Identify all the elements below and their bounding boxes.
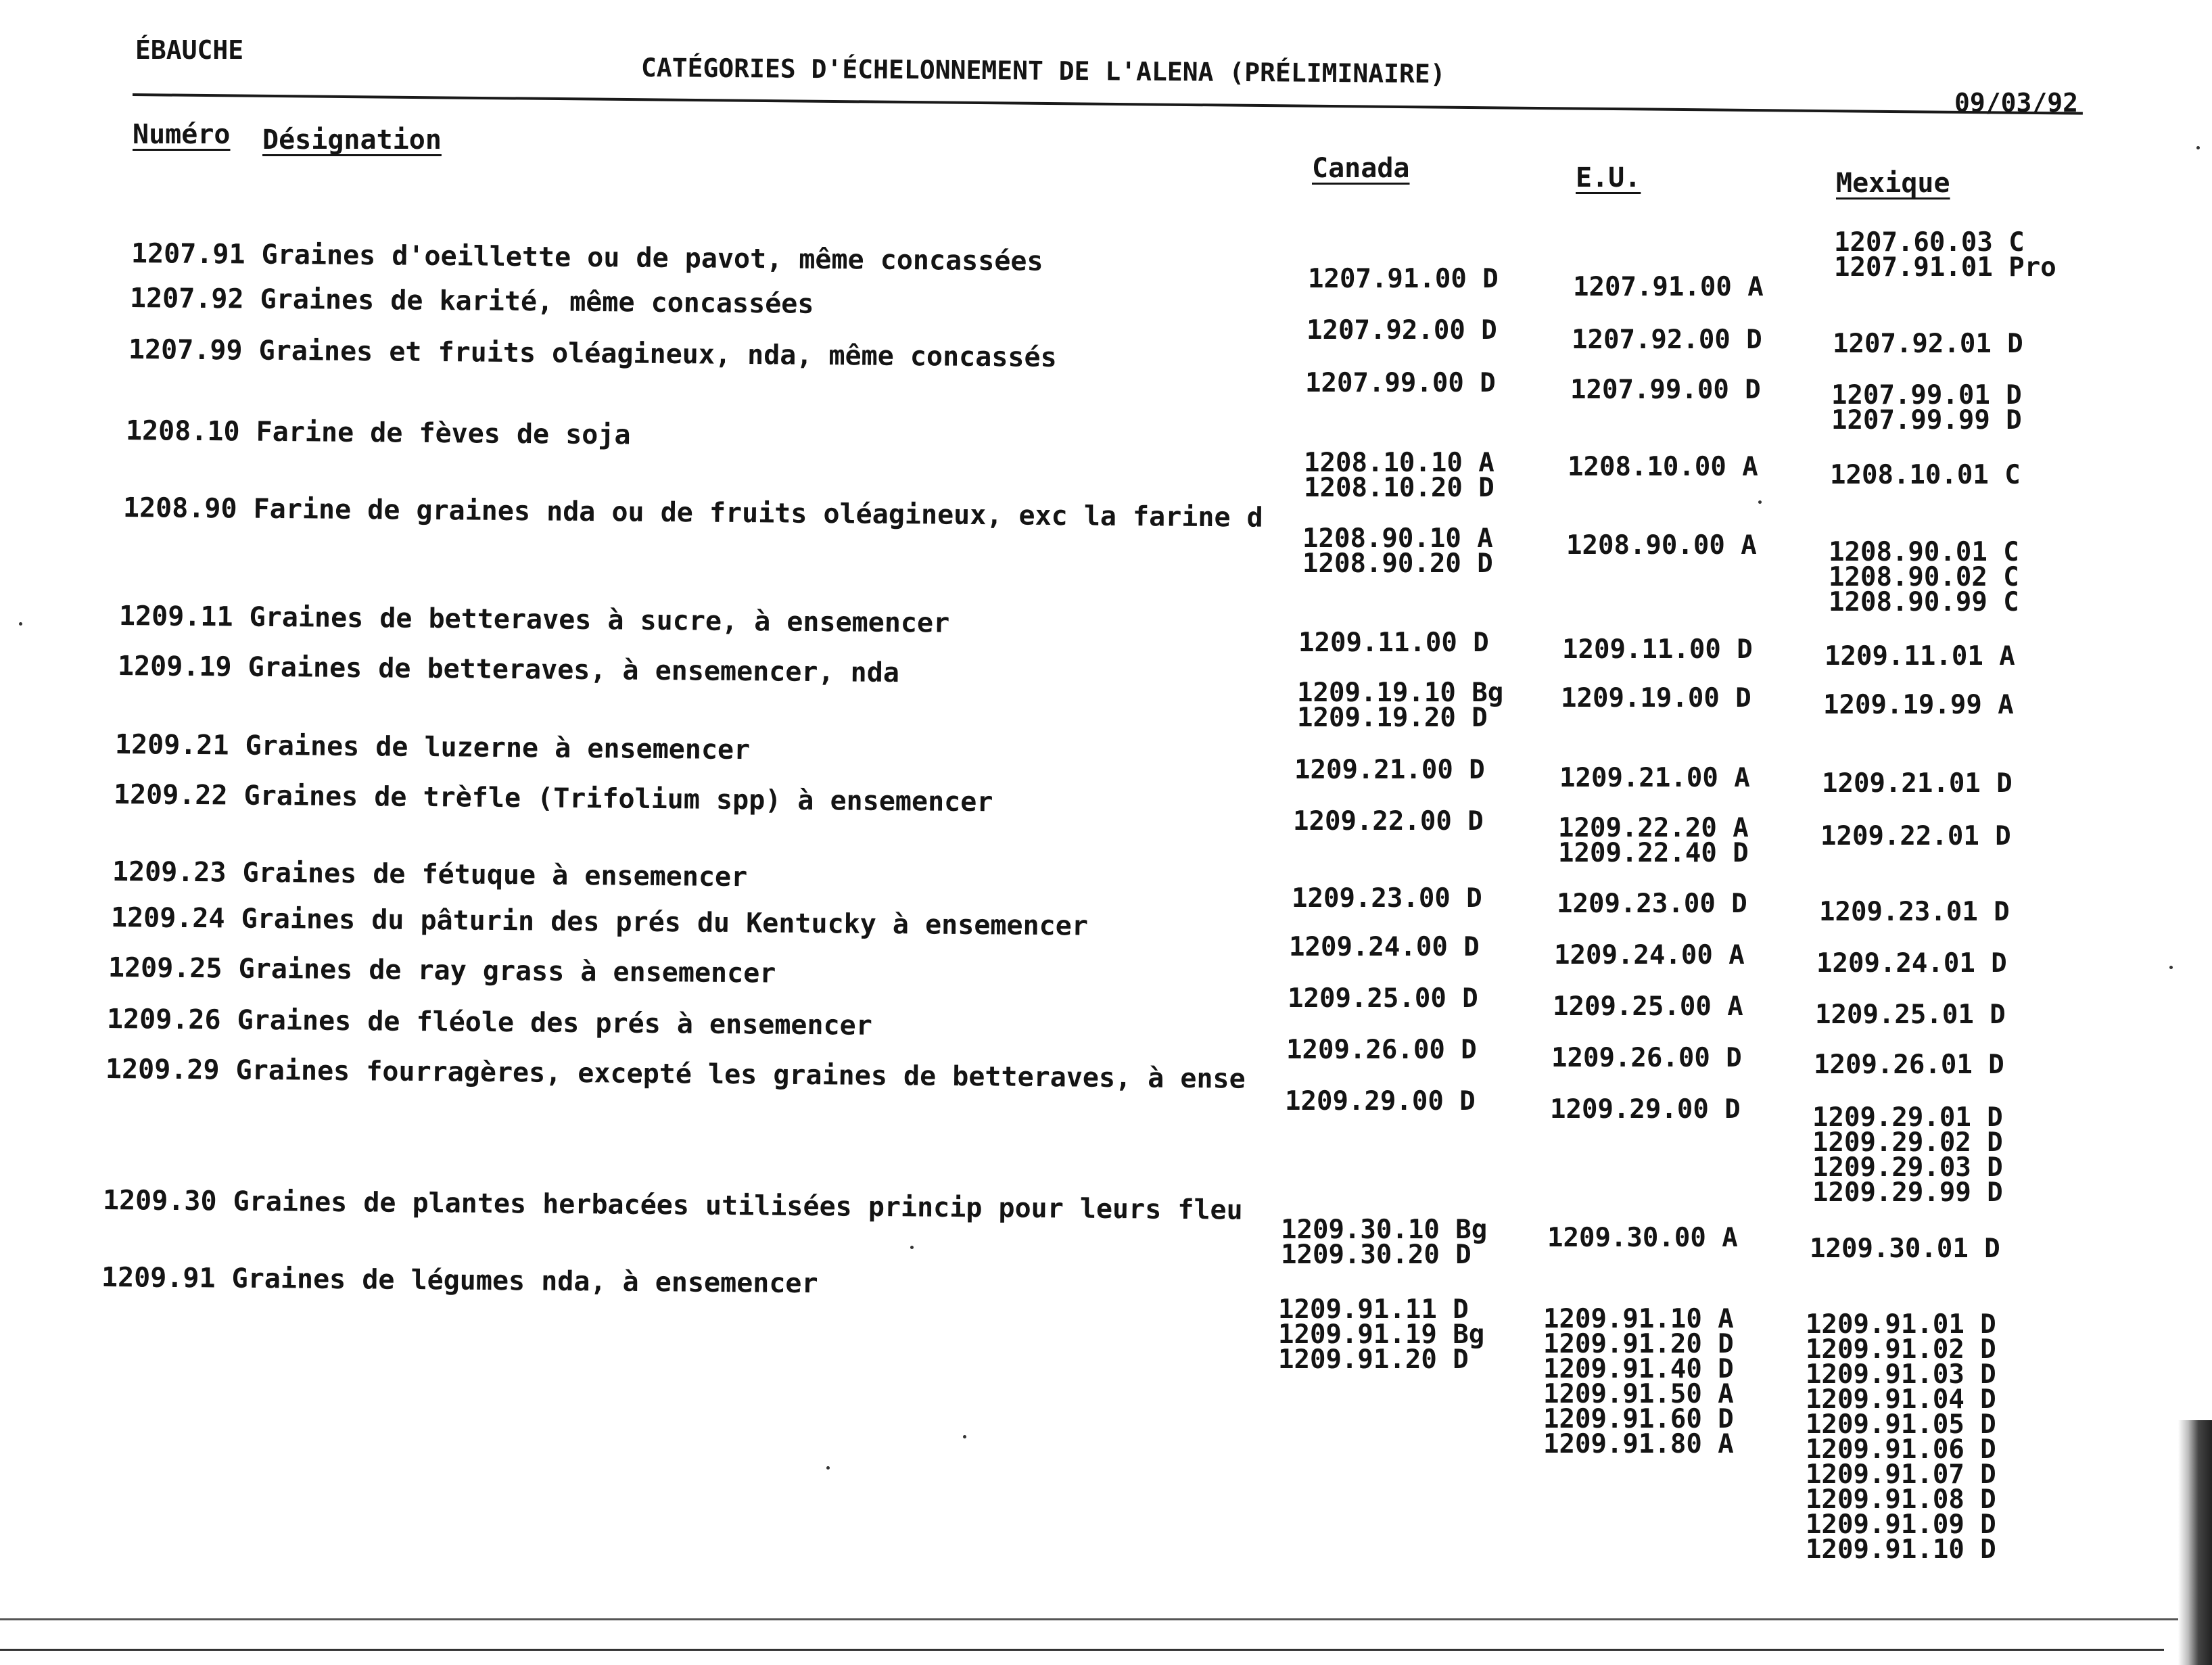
tariff-code: 1207.91.00 D [1308,264,1499,294]
tariff-code: 1209.19.10 Bg [1297,678,1504,708]
canada-codes [1292,883,1482,914]
tariff-code: 1209.91.09 D [1806,1509,1996,1540]
tariff-code: 1209.91.08 D [1806,1484,1996,1515]
canada-codes [1293,806,1484,837]
tariff-code: 1207.91.00 A [1573,272,1764,302]
tariff-code: 1209.23.00 D [1292,883,1482,914]
tariff-code: 1207.99.99 D [1831,405,2022,436]
tariff-code: 1209.91.04 D [1806,1384,1996,1415]
table-row [103,1185,1243,1226]
scan-edge-shadow [2178,1420,2212,1665]
heading-number: 1209.29 [105,1054,220,1086]
us-codes [1553,991,1743,1022]
heading-number: 1209.19 [117,651,232,683]
tariff-code: 1209.21.01 D [1822,768,2013,799]
tariff-code: 1208.90.99 C [1829,587,2019,617]
tariff-code: 1207.92.00 D [1572,325,1762,355]
us-codes [1562,634,1753,665]
us-codes [1561,683,1751,713]
mexico-codes [1816,948,2007,979]
column-label-mexico: Mexique [1836,168,1950,199]
us-codes [1568,452,1758,482]
tariff-code: 1209.91.07 D [1806,1459,1996,1490]
tariff-code: 1209.19.20 D [1297,703,1488,733]
tariff-code: 1209.25.00 A [1553,991,1743,1022]
us-codes [1566,530,1757,561]
footer-rule [0,1618,2212,1620]
tariff-code: 1209.91.05 D [1806,1409,1996,1440]
tariff-code: 1209.29.02 D [1812,1127,2003,1158]
tariff-code: 1209.26.00 D [1551,1043,1742,1073]
footer-rule-lower [0,1649,2164,1651]
scan-speck [826,1466,830,1470]
us-codes [1554,940,1745,970]
designation-text: Graines de luzerne à ensemencer [245,730,751,766]
heading-number: 1209.11 [118,601,233,633]
heading-number: 1207.99 [128,334,243,367]
tariff-code: 1209.91.10 D [1806,1534,1996,1565]
canada-codes [1285,1086,1476,1117]
column-label-designation: Désignation [262,124,442,156]
tariff-code: 1209.91.60 D [1543,1404,1734,1434]
tariff-code: 1209.30.01 D [1810,1234,2000,1264]
tariff-code: 1207.60.03 C [1834,227,2025,258]
tariff-code: 1209.11.01 A [1825,641,2015,672]
table-row [101,1262,818,1299]
scan-speck [1758,500,1762,504]
canada-codes [1286,1035,1477,1065]
canada-codes [1305,368,1496,398]
canada-codes [1304,448,1495,503]
designation-text: Graines de trèfle (Trifolium spp) à ensemencer [243,780,993,818]
canada-codes [1298,628,1489,658]
mexico-codes [1833,329,2023,359]
tariff-code: 1208.90.02 C [1829,562,2019,592]
designation-text: Graines de betteraves, à ensemencer, nda [248,651,900,689]
tariff-code: 1208.10.01 C [1830,460,2021,490]
heading-number: 1209.91 [101,1262,216,1294]
column-label-canada: Canada [1312,153,1410,184]
tariff-code: 1209.91.06 D [1806,1434,1996,1465]
tariff-code: 1207.99.00 D [1570,375,1761,405]
tariff-code: 1209.24.00 D [1289,932,1480,962]
heading-number: 1207.91 [131,238,245,271]
table-row [105,1054,1246,1095]
canada-codes [1288,983,1478,1014]
tariff-code: 1209.91.40 D [1543,1354,1734,1384]
tariff-code: 1209.22.40 D [1558,838,1749,868]
us-codes [1559,763,1750,793]
us-codes [1557,889,1747,919]
mexico-codes [1810,1234,2000,1264]
mexico-codes [1823,690,2014,720]
designation-text: Graines du pâturin des prés du Kentucky à ensemencer [241,903,1089,942]
scan-speck [963,1435,966,1438]
table-row [130,283,814,320]
tariff-code: 1208.10.20 D [1304,473,1495,503]
heading-number: 1209.26 [106,1004,221,1036]
tariff-code: 1207.92.01 D [1833,329,2023,359]
heading-number: 1209.21 [114,729,229,761]
scan-speck [910,1246,914,1249]
us-codes [1547,1223,1738,1253]
tariff-code: 1209.91.20 D [1543,1329,1734,1359]
tariff-code: 1209.91.20 D [1278,1344,1469,1375]
heading-number: 1208.90 [122,492,237,525]
tariff-code: 1207.92.00 D [1307,315,1497,346]
tariff-code: 1209.29.00 D [1550,1094,1741,1125]
designation-text: Graines de légumes nda, à ensemencer [231,1263,818,1300]
designation-text: Graines de ray grass à ensemencer [238,953,776,989]
table-row [126,415,631,451]
tariff-code: 1209.24.00 A [1554,940,1745,970]
tariff-code: 1209.91.01 D [1806,1309,1996,1340]
designation-text: Farine de fèves de soja [256,416,631,451]
scan-speck [19,622,22,626]
tariff-code: 1207.99.00 D [1305,368,1496,398]
tariff-code: 1208.90.20 D [1302,548,1493,579]
table-row [123,492,1263,534]
us-codes [1558,813,1749,868]
canada-codes [1297,678,1504,733]
tariff-code: 1209.26.00 D [1286,1035,1477,1065]
tariff-code: 1209.26.01 D [1814,1050,2004,1080]
us-codes [1573,272,1764,302]
column-label-us: E.U. [1576,162,1641,193]
tariff-code: 1209.29.99 D [1812,1177,2003,1208]
tariff-code: 1209.24.01 D [1816,948,2007,979]
document-title: CATÉGORIES D'ÉCHELONNEMENT DE L'ALENA (PRÉLIMINAIRE) [640,53,1446,89]
draft-label: ÉBAUCHE [135,35,244,65]
us-codes [1551,1043,1742,1073]
table-row [107,1004,872,1041]
mexico-codes [1825,641,2015,672]
canada-codes [1281,1215,1488,1270]
table-row [111,902,1088,942]
heading-number: 1209.23 [112,856,227,889]
mexico-codes [1834,227,2056,283]
tariff-code: 1209.21.00 A [1559,763,1750,793]
tariff-code: 1208.10.00 A [1568,452,1758,482]
table-row [119,601,950,639]
heading-number: 1209.22 [113,779,228,812]
tariff-code: 1207.99.01 D [1831,380,2022,411]
tariff-code: 1209.19.00 D [1561,683,1751,713]
designation-text: Graines de plantes herbacées utilisées princip pour leurs fleu [233,1186,1243,1226]
table-row [118,651,899,688]
tariff-code: 1209.22.01 D [1820,821,2011,851]
tariff-code: 1209.19.99 A [1823,690,2014,720]
canada-codes [1308,264,1499,294]
canada-codes [1294,755,1485,785]
tariff-code: 1209.22.00 D [1293,806,1484,837]
mexico-codes [1806,1309,1996,1565]
mexico-codes [1822,768,2013,799]
scan-speck [2169,966,2173,969]
heading-number: 1207.92 [129,283,244,315]
designation-text: Graines fourragères, excepté les graines de betteraves, à ense [235,1054,1246,1095]
scan-speck [2196,146,2200,149]
tariff-code: 1207.91.01 Pro [1834,252,2056,283]
tariff-code: 1209.23.00 D [1557,889,1747,919]
tariff-code: 1209.11.00 D [1298,628,1489,658]
designation-text: Graines de fétuque à ensemencer [242,857,748,893]
heading-number: 1208.10 [125,415,240,448]
tariff-code: 1209.91.02 D [1806,1334,1996,1365]
table-row [108,952,776,989]
mexico-codes [1829,537,2019,617]
tariff-code: 1209.29.03 D [1812,1152,2003,1183]
canada-codes [1278,1294,1485,1375]
tariff-code: 1208.10.10 A [1304,448,1495,478]
tariff-code: 1209.30.20 D [1281,1240,1472,1270]
tariff-code: 1209.21.00 D [1294,755,1485,785]
tariff-code: 1209.30.10 Bg [1281,1215,1488,1245]
mexico-codes [1814,1050,2004,1080]
heading-number: 1209.25 [108,952,222,985]
table-row [131,238,1043,277]
heading-number: 1209.24 [110,902,225,935]
tariff-code: 1209.91.80 A [1543,1429,1734,1459]
tariff-code: 1209.30.00 A [1547,1223,1738,1253]
heading-number: 1209.30 [102,1185,217,1217]
tariff-code: 1208.90.00 A [1566,530,1757,561]
designation-text: Graines et fruits oléagineux, nda, même concassés [258,335,1057,373]
column-label-number: Numéro [133,119,231,150]
mexico-codes [1830,460,2021,490]
designation-text: Graines de betteraves à sucre, à ensemencer [249,601,950,639]
tariff-code: 1209.91.19 Bg [1278,1319,1485,1350]
mexico-codes [1820,821,2011,851]
header-rule [133,93,2083,115]
us-codes [1543,1304,1734,1459]
tariff-code: 1209.11.00 D [1562,634,1753,665]
tariff-code: 1209.25.00 D [1288,983,1478,1014]
designation-text: Graines d'oeillette ou de pavot, même concassées [261,239,1043,277]
tariff-code: 1208.90.01 C [1829,537,2019,567]
table-row [114,779,993,818]
tariff-code: 1208.90.10 A [1302,523,1493,554]
tariff-code: 1209.22.20 A [1558,813,1749,843]
tariff-code: 1209.91.10 A [1543,1304,1734,1334]
designation-text: Farine de graines nda ou de fruits oléagineux, exc la farine d [253,493,1263,534]
tariff-code: 1209.29.00 D [1285,1086,1476,1117]
tariff-code: 1209.25.01 D [1815,1000,2006,1030]
designation-text: Graines de fléole des prés à ensemencer [237,1004,873,1041]
tariff-code: 1209.23.01 D [1819,897,2010,927]
canada-codes [1289,932,1480,962]
table-row [128,334,1057,373]
tariff-code: 1209.91.11 D [1278,1294,1469,1325]
mexico-codes [1812,1102,2003,1208]
table-row [115,729,751,766]
designation-text: Graines de karité, même concassées [260,283,814,320]
tariff-code: 1209.29.01 D [1812,1102,2003,1133]
mexico-codes [1819,897,2010,927]
us-codes [1572,325,1762,355]
document-date: 09/03/92 [1954,88,2079,118]
table-row [112,856,748,893]
mexico-codes [1831,380,2022,436]
mexico-codes [1815,1000,2006,1030]
canada-codes [1307,315,1497,346]
us-codes [1550,1094,1741,1125]
tariff-code: 1209.91.50 A [1543,1379,1734,1409]
canada-codes [1302,523,1493,579]
tariff-code: 1209.91.03 D [1806,1359,1996,1390]
us-codes [1570,375,1761,405]
